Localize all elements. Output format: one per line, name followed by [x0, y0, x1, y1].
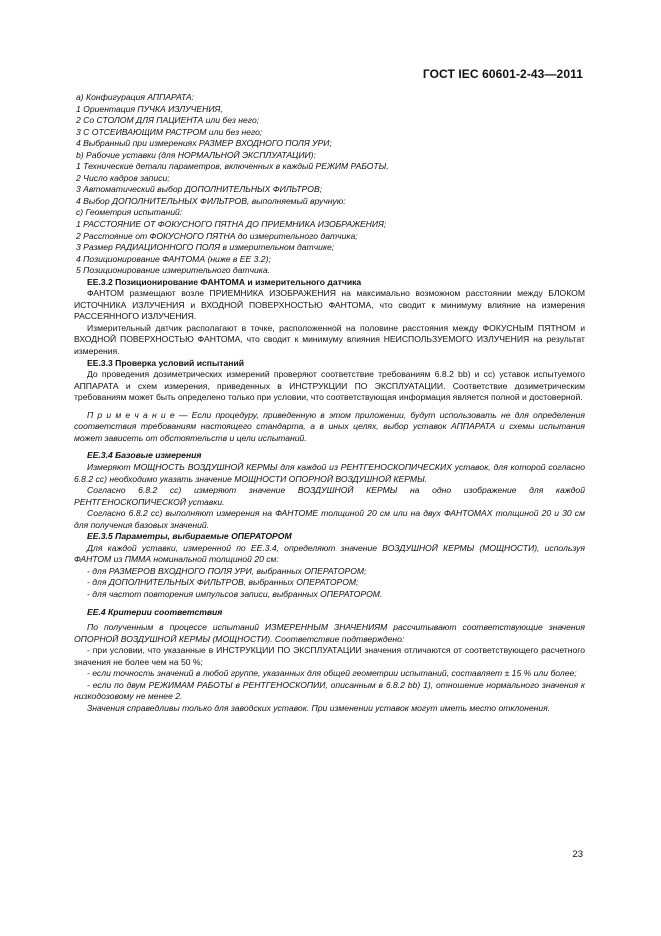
body-paragraph: 3 С ОТСЕИВАЮЩИМ РАСТРОМ или без него;: [76, 126, 263, 137]
document-body: [74, 92, 585, 714]
body-paragraph: Согласно 6.8.2 сс) измеряют значение ВОЗДУШНОЙ КЕРМЫ на одно изображение для каждой РЕНТГЕНОСКОПИЧЕСКОЙ уставки.: [74, 485, 585, 507]
body-paragraph: 4 Позиционирование ФАНТОМА (ниже в ЕЕ 3.2);: [76, 253, 271, 264]
body-paragraph: 1 Технические детали параметров, включенных в каждый РЕЖИМ РАБОТЫ,: [76, 161, 389, 172]
body-paragraph: 3 Автоматический выбор ДОПОЛНИТЕЛЬНЫХ ФИЛЬТРОВ;: [76, 184, 323, 195]
body-paragraph: Значения справедливы только для заводских уставок. При изменении уставок могут иметь место отклонения.: [87, 702, 551, 713]
body-paragraph: Для каждой уставки, измеренной по ЕЕ.3.4, определяют значение ВОЗДУШНОЙ КЕРМЫ (МОЩНОСТИ), используя ФАНТОМ из ПММА номинальной толщиной 20 см:: [74, 542, 585, 565]
body-paragraph: 4 Выбор ДОПОЛНИТЕЛЬНЫХ ФИЛЬТРОВ, выполняемый вручную:: [76, 195, 346, 206]
body-paragraph: ФАНТОМ размещают возле ПРИЕМНИКА ИЗОБРАЖЕНИЯ на максимально возможном расстоянии между БЛОКОМ ИСТОЧНИКА ИЗЛУЧЕНИЯ и ВХОДНОЙ ПОВЕРХНОСТЬЮ ФАНТОМА, что сводит к минимуму влияние на измерения РАССЕЯННОГО ИЗЛУЧЕНИЯ.: [74, 288, 585, 322]
body-paragraph: 2 Число кадров записи;: [76, 172, 170, 183]
body-paragraph: ЕЕ.4 Критерии соответствия: [87, 606, 223, 617]
body-paragraph: П р и м е ч а н и е — Если процедуру, приведенную в этом приложении, будут использовать не для определения соответствия требованиям настоящего стандарта, а в иных целях, выбор уставок АППАРАТА и схемы испытания может зависеть от обстоятельств и цели испытаний.: [74, 409, 585, 443]
standard-code-header: ГОСТ IEC 60601-2-43—2011: [422, 67, 583, 81]
body-paragraph: По полученным в процессе испытаний ИЗМЕРЕННЫМ ЗНАЧЕНИЯМ рассчитывают соответствующие значения ОПОРНОЙ ВОЗДУШНОЙ КЕРМЫ (МОЩНОСТИ). Соответствие подтверждено:: [74, 622, 585, 644]
body-paragraph: ЕЕ.3.2 Позиционирование ФАНТОМА и измерительного датчика: [87, 276, 362, 287]
body-paragraph: 5 Позиционирование измерительного датчика.: [76, 265, 271, 276]
body-paragraph: До проведения дозиметрических измерений проверяют соответствие требованиям 6.8.2 bb) и сс) уставок испытуемого АППАРАТА и схем измерения, приведенных в ИНСТРУКЦИИ ПО ЭКСПЛУАТАЦИИ. Соответствие дозиметрическим требованиям может быть определено только при условии, что соответствующая информация является полной и достоверной.: [74, 369, 585, 403]
body-paragraph: - если по двум РЕЖИМАМ РАБОТЫ в РЕНТГЕНОСКОПИИ, описанным в 6.8.2 bb) 1), отношение нормального значения к низкодозовому не менее 2.: [74, 679, 585, 702]
body-paragraph: - для частот повторения импульсов записи, выбранных ОПЕРАТОРОМ.: [87, 588, 383, 599]
body-paragraph: c) Геометрия испытаний:: [76, 207, 183, 218]
body-paragraph: 2 Со СТОЛОМ ДЛЯ ПАЦИЕНТА или без него;: [76, 115, 260, 126]
page-number: 23: [572, 849, 583, 860]
body-paragraph: - для РАЗМЕРОВ ВХОДНОГО ПОЛЯ УРИ, выбранных ОПЕРАТОРОМ;: [87, 565, 367, 576]
body-paragraph: b) Рабочие уставки (для НОРМАЛЬНОЙ ЭКСПЛУАТАЦИИ):: [76, 149, 316, 160]
body-paragraph: - при условии, что указанные в ИНСТРУКЦИИ ПО ЭКСПЛУАТАЦИИ значения отличаются от соответствующего расчетного значения не более чем на 50 %;: [74, 645, 585, 667]
body-paragraph: a) Конфигурация АППАРАТА:: [76, 92, 195, 102]
body-paragraph: 1 РАССТОЯНИЕ ОТ ФОКУСНОГО ПЯТНА ДО ПРИЕМНИКА ИЗОБРАЖЕНИЯ;: [76, 219, 387, 230]
body-paragraph: Измерительный датчик располагают в точке, расположенной на половине расстояния между ФОКУСНЫМ ПЯТНОМ и ВХОДНОЙ ПОВЕРХНОСТЬЮ ФАНТОМА, что сводит к минимуму влияния НЕИСПОЛЬЗУЕМОГО ИЗЛУЧЕНИЯ на результат измерения.: [74, 322, 585, 357]
body-paragraph: ЕЕ.3.5 Параметры, выбираемые ОПЕРАТОРОМ: [87, 531, 292, 542]
body-paragraph: ЕЕ.3.4 Базовые измерения: [87, 450, 202, 461]
body-paragraph: - если точность значений в любой группе, указанных для общей геометрии испытаний, составляет ± 15 % или более;: [87, 668, 577, 679]
body-paragraph: Измеряют МОЩНОСТЬ ВОЗДУШНОЙ КЕРМЫ для каждой из РЕНТГЕНОСКОПИЧЕСКИХ уставок, для которой согласно 6.8.2 сс) необходимо указать значение МОЩНОСТИ ОПОРНОЙ ВОЗДУШНОЙ КЕРМЫ.: [74, 461, 585, 484]
body-paragraph: Согласно 6.8.2 сс) выполняют измерения на ФАНТОМЕ толщиной 20 см или на двух ФАНТОМАХ толщиной 20 и 30 см для получения базовых значений.: [74, 508, 585, 530]
body-paragraph: 2 Расстояние от ФОКУСНОГО ПЯТНА до измерительного датчика;: [76, 230, 358, 241]
body-paragraph: 1 Ориентация ПУЧКА ИЗЛУЧЕНИЯ,: [76, 103, 223, 114]
body-paragraph: ЕЕ.3.3 Проверка условий испытаний: [87, 357, 245, 368]
body-paragraph: 3 Размер РАДИАЦИОННОГО ПОЛЯ в измерительном датчике;: [76, 242, 335, 253]
body-paragraph: 4 Выбранный при измерениях РАЗМЕР ВХОДНОГО ПОЛЯ УРИ;: [76, 138, 332, 149]
body-paragraph: - для ДОПОЛНИТЕЛЬНЫХ ФИЛЬТРОВ, выбранных ОПЕРАТОРОМ;: [87, 577, 359, 588]
